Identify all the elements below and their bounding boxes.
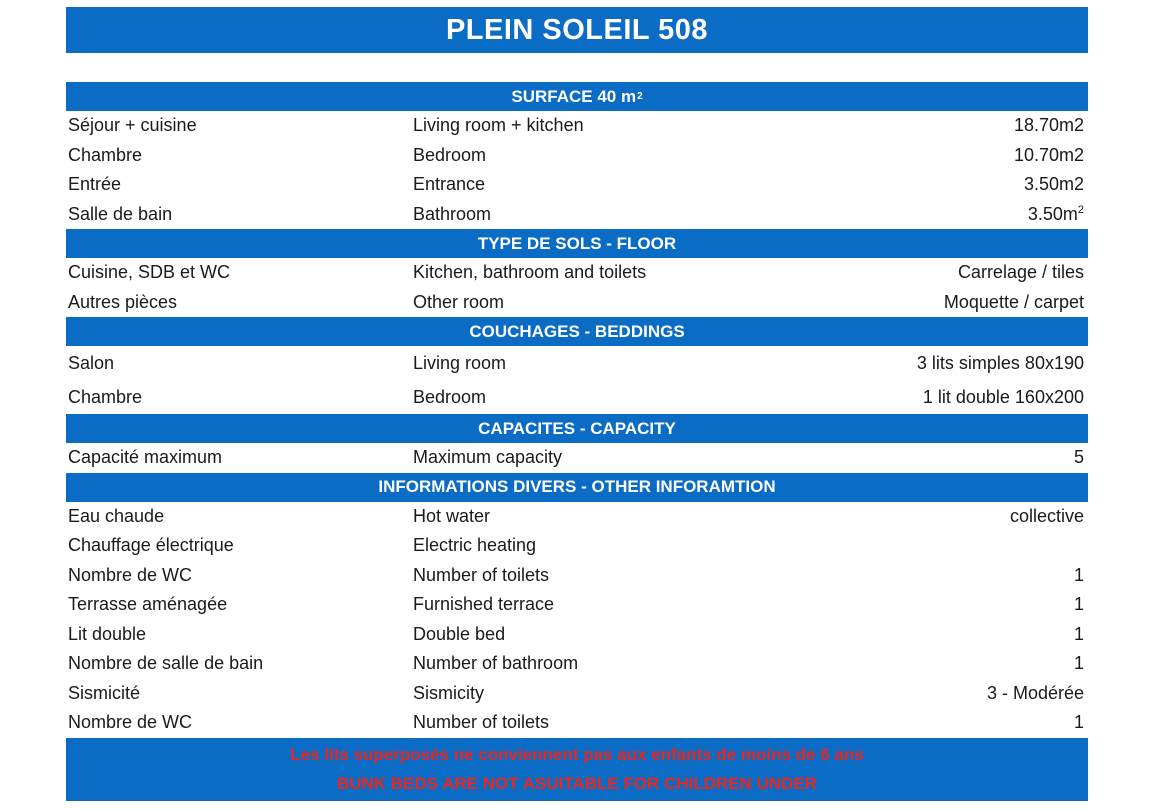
- value-text: 3.50m2: [1023, 174, 1084, 195]
- row-value: 1 lit double 160x200: [922, 386, 1084, 407]
- label-fr: Eau chaude: [68, 505, 165, 526]
- row-value: 3 - Modérée: [986, 682, 1084, 703]
- label-en: Kitchen, bathroom and toilets: [413, 262, 647, 283]
- table-row: [66, 346, 1088, 380]
- surface-header-text: SURFACE 40 m: [511, 86, 637, 106]
- page-title: PLEIN SOLEIL 508: [66, 7, 1088, 53]
- table-row: [66, 443, 1088, 473]
- label-en: Number of bathroom: [413, 653, 579, 674]
- label-en: Sismicity: [413, 682, 484, 703]
- row-value: [811, 174, 1088, 195]
- label-fr: Lit double: [68, 623, 147, 644]
- label-fr: Nombre de WC: [68, 564, 193, 585]
- table-row: [66, 620, 1088, 650]
- table-row: [66, 679, 1088, 709]
- table-row: [66, 258, 1088, 288]
- section-header-capacity: CAPACITES - CAPACITY: [66, 414, 1088, 443]
- table-row: [66, 288, 1088, 318]
- label-fr: Nombre de salle de bain: [68, 653, 264, 674]
- label-fr: Séjour + cuisine: [68, 115, 197, 136]
- label-en: Hot water: [413, 505, 491, 526]
- table-row: [66, 502, 1088, 532]
- label-en: Double bed: [413, 623, 506, 644]
- row-value: 1: [1073, 594, 1084, 615]
- label-fr: Salle de bain: [68, 203, 173, 224]
- row-value: Moquette / carpet: [943, 291, 1084, 312]
- label-en: Number of toilets: [413, 564, 550, 585]
- table-row: [66, 170, 1088, 200]
- value-sup: 2: [1077, 203, 1084, 216]
- row-value: 1: [1073, 623, 1084, 644]
- label-en: Bedroom: [413, 144, 487, 165]
- table-row: [66, 111, 1088, 141]
- warning-banner: [66, 738, 1088, 801]
- info-sheet: [66, 7, 1088, 801]
- section-header-beddings: COUCHAGES - BEDDINGS: [66, 317, 1088, 346]
- table-row: [66, 141, 1088, 171]
- label-en: Bathroom: [413, 203, 492, 224]
- row-value: 1: [1073, 564, 1084, 585]
- table-row: [66, 649, 1088, 679]
- table-row: [66, 380, 1088, 414]
- surface-header-sup: 2: [637, 91, 643, 102]
- section-header-surface: [66, 82, 1088, 111]
- warning-text-fr: Les lits superposés ne conviennent pas aux enfants de moins de 6 ans: [290, 744, 864, 764]
- label-fr: Chauffage électrique: [68, 535, 234, 556]
- label-en: Furnished terrace: [413, 594, 555, 615]
- row-value: [811, 145, 1088, 166]
- label-fr: Cuisine, SDB et WC: [68, 262, 231, 283]
- row-value: 3 lits simples 80x190: [916, 352, 1084, 373]
- label-en: Other room: [413, 291, 505, 312]
- table-row: [66, 531, 1088, 561]
- label-en: Number of toilets: [413, 712, 550, 733]
- label-en: Bedroom: [413, 386, 487, 407]
- row-value: 1: [1073, 653, 1084, 674]
- spacer: [66, 53, 1088, 82]
- table-row: [66, 590, 1088, 620]
- warning-text-en: BUNK BEDS ARE NOT ASUITABLE FOR CHILDREN UNDER: [336, 773, 818, 793]
- row-value: [811, 204, 1088, 225]
- label-en: Living room + kitchen: [413, 115, 584, 136]
- row-value: [811, 115, 1088, 136]
- row-value: Carrelage / tiles: [957, 262, 1084, 283]
- table-row: [66, 708, 1088, 738]
- value-text: 10.70m2: [1013, 144, 1084, 165]
- value-text: 18.70m2: [1013, 115, 1084, 136]
- label-fr: Salon: [68, 352, 115, 373]
- label-en: Electric heating: [413, 535, 537, 556]
- label-en: Living room: [413, 352, 507, 373]
- label-fr: Sismicité: [68, 682, 141, 703]
- section-header-other: INFORMATIONS DIVERS - OTHER INFORAMTION: [66, 473, 1088, 502]
- label-en: Entrance: [413, 174, 486, 195]
- section-header-floor: TYPE DE SOLS - FLOOR: [66, 229, 1088, 258]
- table-row: [66, 200, 1088, 230]
- row-value: collective: [1009, 505, 1084, 526]
- label-en: Maximum capacity: [413, 447, 563, 468]
- row-value: 1: [1073, 712, 1084, 733]
- label-fr: Autres pièces: [68, 291, 178, 312]
- label-fr: Entrée: [68, 174, 122, 195]
- table-row: [66, 561, 1088, 591]
- row-value: 5: [1073, 447, 1084, 468]
- label-fr: Chambre: [68, 144, 143, 165]
- label-fr: Capacité maximum: [68, 447, 223, 468]
- label-fr: Nombre de WC: [68, 712, 193, 733]
- label-fr: Chambre: [68, 386, 143, 407]
- label-fr: Terrasse aménagée: [68, 594, 228, 615]
- value-text: 3.50m: [1027, 203, 1078, 224]
